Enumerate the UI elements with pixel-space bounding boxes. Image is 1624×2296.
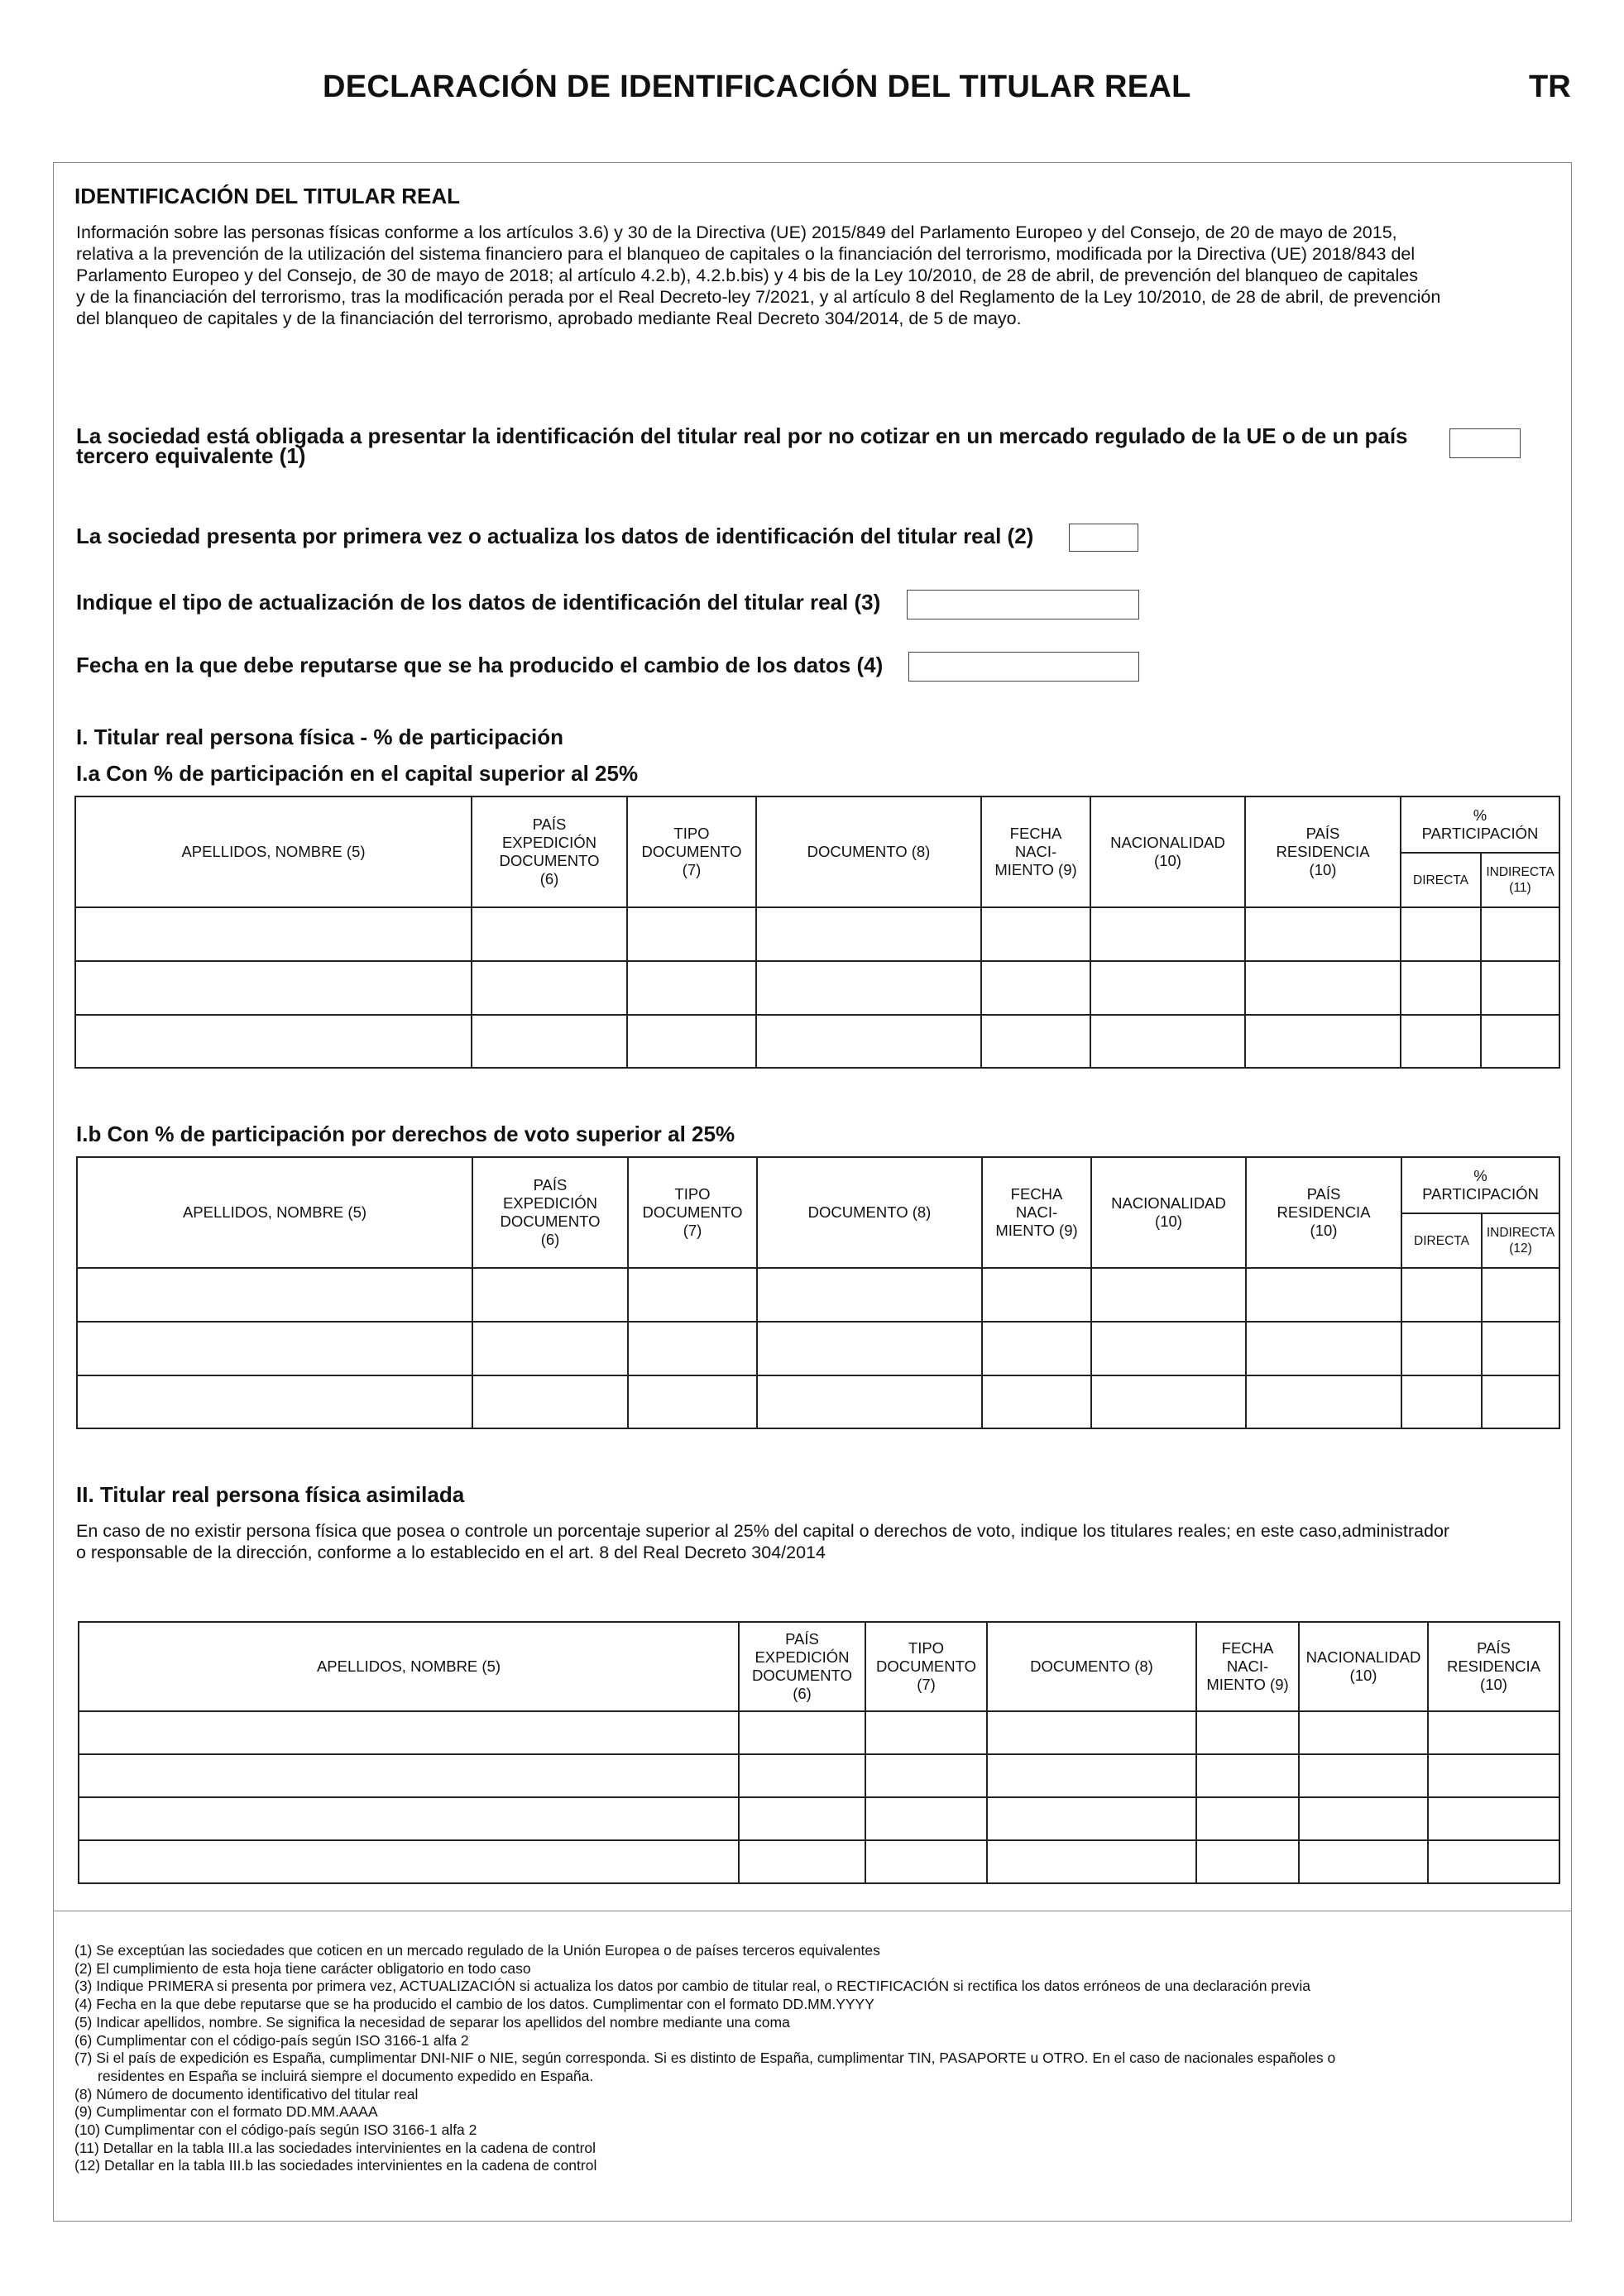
col-header-indirecta: INDIRECTA (12) (1482, 1213, 1559, 1268)
section-title: IDENTIFICACIÓN DEL TITULAR REAL (74, 184, 461, 208)
col-header-documento: DOCUMENTO (8) (987, 1622, 1196, 1711)
cell-name[interactable] (79, 1840, 739, 1883)
cell-tipo-documento[interactable] (627, 1015, 756, 1068)
col-header-documento: DOCUMENTO (8) (757, 1157, 982, 1268)
cell-name[interactable] (75, 961, 472, 1015)
cell-documento[interactable] (987, 1754, 1196, 1797)
cell-pais-residencia[interactable] (1245, 1015, 1401, 1068)
cell-fecha-nacimiento[interactable] (982, 1268, 1091, 1322)
cell-pais-expedicion[interactable] (739, 1840, 865, 1883)
cell-fecha-nacimiento[interactable] (1196, 1797, 1299, 1840)
cell-pais-residencia[interactable] (1246, 1322, 1401, 1375)
cell-documento[interactable] (757, 1268, 982, 1322)
col-header-pais-residencia: PAÍS RESIDENCIA (10) (1245, 796, 1401, 907)
cell-nacionalidad[interactable] (1090, 961, 1245, 1015)
cell-pais-residencia[interactable] (1428, 1797, 1559, 1840)
part2-text-line: En caso de no existir persona física que posea o controle un porcentaje superior al 25% del capital o derechos de voto, indique los titulares reales; en este caso,administrador (76, 1521, 1450, 1541)
footnote: (2) El cumplimiento de esta hoja tiene carácter obligatorio en todo caso (74, 1959, 531, 1977)
table-row (77, 1375, 1559, 1428)
table-row (77, 1268, 1559, 1322)
col-header-fecha-nacimiento: FECHA NACI- MIENTO (9) (1196, 1622, 1299, 1711)
col-header-indirecta: INDIRECTA (11) (1481, 853, 1559, 907)
cell-nacionalidad[interactable] (1299, 1754, 1428, 1797)
cell-pais-residencia[interactable] (1246, 1268, 1401, 1322)
col-header-directa: DIRECTA (1401, 853, 1481, 907)
cell-pais-expedicion[interactable] (739, 1754, 865, 1797)
question-first-time: La sociedad presenta por primera vez o actualiza los datos de identificación del titular real (2) (76, 524, 1034, 548)
question-update-type: Indique el tipo de actualización de los datos de identificación del titular real (3) (76, 590, 881, 615)
cell-nacionalidad[interactable] (1091, 1268, 1246, 1322)
cell-pais-expedicion[interactable] (472, 907, 627, 961)
table-row (75, 1015, 1559, 1068)
col-header-pais-expedicion: PAÍS EXPEDICIÓN DOCUMENTO (6) (472, 796, 627, 907)
part2-text (76, 1520, 1565, 1563)
cell-indirecta[interactable] (1481, 961, 1559, 1015)
cell-name[interactable] (75, 907, 472, 961)
table-1a (74, 796, 1560, 1069)
cell-nacionalidad[interactable] (1091, 1375, 1246, 1428)
footnotes (74, 1942, 1564, 2175)
cell-nacionalidad[interactable] (1091, 1322, 1246, 1375)
part2-text-line: o responsable de la dirección, conforme a lo establecido en el art. 8 del Real Decreto 304/2014 (76, 1543, 826, 1562)
footnote: (3) Indique PRIMERA si presenta por primera vez, ACTUALIZACIÓN si actualiza los datos por cambio de titular real, o RECTIFICACIÓN si rectifica los datos erróneos de una declaración previa (74, 1978, 1310, 1995)
cell-tipo-documento[interactable] (628, 1375, 757, 1428)
update-type-input[interactable] (907, 590, 1139, 619)
col-header-directa: DIRECTA (1401, 1213, 1482, 1268)
cell-pais-residencia[interactable] (1428, 1754, 1559, 1797)
part1a-title: I.a Con % de participación en el capital superior al 25% (76, 761, 639, 786)
cell-pais-expedicion[interactable] (739, 1711, 865, 1754)
change-date-input[interactable] (908, 652, 1139, 682)
form-code: TR (1529, 69, 1571, 104)
table-row (75, 961, 1559, 1015)
intro-line: relativa a la prevención de la utilización del sistema financiero para el blanqueo de capitales o la financiación del terrorismo, modificada por la Directiva (UE) 2018/843 del (76, 244, 1416, 264)
cell-fecha-nacimiento[interactable] (1196, 1754, 1299, 1797)
col-header-tipo-documento: TIPO DOCUMENTO (7) (628, 1157, 757, 1268)
col-header-name: APELLIDOS, NOMBRE (5) (79, 1622, 739, 1711)
intro-line: del blanqueo de capitales y de la financiación del terrorismo, aprobado mediante Real Decreto 304/2014, de 5 de mayo. (76, 309, 1022, 328)
intro-line: y de la financiación del terrorismo, tras la modificación perada por el Real Decreto-ley 7/2021, y al artículo 8 del Reglamento de la Ley 10/2010, de 28 de abril, de prevención (76, 287, 1441, 307)
col-header-pais-residencia: PAÍS RESIDENCIA (10) (1246, 1157, 1401, 1268)
col-header-tipo-documento: TIPO DOCUMENTO (7) (865, 1622, 987, 1711)
col-header-name: APELLIDOS, NOMBRE (5) (77, 1157, 472, 1268)
footnote: (11) Detallar en la tabla III.a las sociedades intervinientes en la cadena de control (74, 2139, 596, 2156)
footnote: (7) Si el país de expedición es España, cumplimentar DNI-NIF o NIE, según corresponda. Si es distinto de España, cumplimentar TIN, PASAPORTE u OTRO. En el caso de nacionales españoles o (74, 2050, 1336, 2067)
cell-tipo-documento[interactable] (628, 1268, 757, 1322)
page-title: DECLARACIÓN DE IDENTIFICACIÓN DEL TITULAR REAL (323, 69, 1191, 104)
table-1b (76, 1156, 1560, 1429)
cell-nacionalidad[interactable] (1090, 907, 1245, 961)
part1-title: I. Titular real persona física - % de participación (76, 725, 564, 749)
cell-directa[interactable] (1401, 1015, 1481, 1068)
cell-nacionalidad[interactable] (1299, 1797, 1428, 1840)
cell-nacionalidad[interactable] (1090, 1015, 1245, 1068)
col-header-tipo-documento: TIPO DOCUMENTO (7) (627, 796, 756, 907)
cell-pais-expedicion[interactable] (472, 1015, 627, 1068)
footnote: (8) Número de documento identificativo del titular real (74, 2085, 419, 2102)
cell-documento[interactable] (987, 1711, 1196, 1754)
table-row (79, 1797, 1559, 1840)
cell-pais-expedicion[interactable] (739, 1797, 865, 1840)
cell-indirecta[interactable] (1482, 1268, 1559, 1322)
cell-fecha-nacimiento[interactable] (982, 1375, 1091, 1428)
footnote: (4) Fecha en la que debe reputarse que se ha producido el cambio de los datos. Cumplimentar con el formato DD.MM.YYYY (74, 1996, 874, 2013)
cell-fecha-nacimiento[interactable] (981, 1015, 1090, 1068)
col-header-name: APELLIDOS, NOMBRE (5) (75, 796, 472, 907)
cell-fecha-nacimiento[interactable] (1196, 1840, 1299, 1883)
cell-documento[interactable] (987, 1840, 1196, 1883)
cell-nacionalidad[interactable] (1299, 1840, 1428, 1883)
cell-directa[interactable] (1401, 1268, 1482, 1322)
cell-pais-residencia[interactable] (1428, 1711, 1559, 1754)
col-header-nacionalidad: NACIONALIDAD (10) (1299, 1622, 1428, 1711)
cell-name[interactable] (79, 1754, 739, 1797)
cell-tipo-documento[interactable] (865, 1711, 987, 1754)
cell-indirecta[interactable] (1482, 1322, 1559, 1375)
cell-pais-expedicion[interactable] (472, 1268, 628, 1322)
cell-tipo-documento[interactable] (865, 1840, 987, 1883)
footnote: (10) Cumplimentar con el código-país según ISO 3166-1 alfa 2 (74, 2121, 477, 2139)
cell-documento[interactable] (757, 1375, 982, 1428)
table-row (75, 907, 1559, 961)
cell-fecha-nacimiento[interactable] (1196, 1711, 1299, 1754)
cell-fecha-nacimiento[interactable] (982, 1322, 1091, 1375)
table-2 (78, 1621, 1560, 1884)
cell-directa[interactable] (1401, 1322, 1482, 1375)
cell-name[interactable] (79, 1711, 739, 1754)
part2-title: II. Titular real persona física asimilada (76, 1482, 465, 1507)
cell-pais-expedicion[interactable] (472, 961, 627, 1015)
question-obligation-line1: La sociedad está obligada a presentar la identificación del titular real por no cotizar en un mercado regulado de la UE o de un país (76, 423, 1408, 448)
col-header-fecha-nacimiento: FECHA NACI- MIENTO (9) (982, 1157, 1091, 1268)
cell-pais-residencia[interactable] (1245, 961, 1401, 1015)
cell-indirecta[interactable] (1481, 1015, 1559, 1068)
cell-name[interactable] (77, 1322, 472, 1375)
question-obligation-line2: tercero equivalente (1) (76, 443, 306, 468)
cell-directa[interactable] (1401, 1375, 1482, 1428)
col-header-documento: DOCUMENTO (8) (756, 796, 981, 907)
footnote: (12) Detallar en la tabla III.b las sociedades intervinientes en la cadena de control (74, 2157, 597, 2174)
cell-name[interactable] (75, 1015, 472, 1068)
cell-nacionalidad[interactable] (1299, 1711, 1428, 1754)
col-header-nacionalidad: NACIONALIDAD (10) (1090, 796, 1245, 907)
cell-fecha-nacimiento[interactable] (981, 907, 1090, 961)
question-obligation (76, 423, 1441, 468)
cell-documento[interactable] (756, 1015, 981, 1068)
cell-indirecta[interactable] (1482, 1375, 1559, 1428)
table-row (79, 1754, 1559, 1797)
intro-line: Parlamento Europeo y del Consejo, de 30 de mayo de 2018; al artículo 4.2.b), 4.2.b.bis) y 4 bis de la Ley 10/2010, de 28 de abril, de prevención del blanqueo de capitales (76, 265, 1418, 285)
footnote: (1) Se exceptúan las sociedades que coticen en un mercado regulado de la Unión Europea o de países terceros equivalentes (74, 1942, 880, 1959)
part1b-title: I.b Con % de participación por derechos de voto superior al 25% (76, 1122, 735, 1146)
cell-tipo-documento[interactable] (628, 1322, 757, 1375)
col-header-nacionalidad: NACIONALIDAD (10) (1091, 1157, 1246, 1268)
footnote: (5) Indicar apellidos, nombre. Se significa la necesidad de separar los apellidos del nombre mediante una coma (74, 2013, 790, 2031)
col-header-fecha-nacimiento: FECHA NACI- MIENTO (9) (981, 796, 1090, 907)
cell-directa[interactable] (1401, 907, 1481, 961)
table-row (77, 1322, 1559, 1375)
cell-pais-residencia[interactable] (1245, 907, 1401, 961)
col-header-pais-expedicion: PAÍS EXPEDICIÓN DOCUMENTO (6) (472, 1157, 628, 1268)
footnote-continuation: residentes en España se incluirá siempre el documento expedido en España. (98, 2067, 594, 2084)
table-row (79, 1840, 1559, 1883)
footnote: (9) Cumplimentar con el formato DD.MM.AAAA (74, 2103, 378, 2121)
cell-pais-residencia[interactable] (1246, 1375, 1401, 1428)
obligation-input[interactable] (1449, 428, 1521, 458)
cell-pais-residencia[interactable] (1428, 1840, 1559, 1883)
first-time-input[interactable] (1069, 524, 1138, 552)
intro-line: Información sobre las personas físicas conforme a los artículos 3.6) y 30 de la Directiva (UE) 2015/849 del Parlamento Europeo y del Consejo, de 20 de mayo de 2015, (76, 222, 1397, 242)
cell-tipo-documento[interactable] (865, 1754, 987, 1797)
footnote: (6) Cumplimentar con el código-país según ISO 3166-1 alfa 2 (74, 2031, 469, 2049)
cell-pais-expedicion[interactable] (472, 1322, 628, 1375)
cell-indirecta[interactable] (1481, 907, 1559, 961)
cell-tipo-documento[interactable] (627, 961, 756, 1015)
col-header-pais-residencia: PAÍS RESIDENCIA (10) (1428, 1622, 1559, 1711)
cell-pais-expedicion[interactable] (472, 1375, 628, 1428)
col-header-pais-expedicion: PAÍS EXPEDICIÓN DOCUMENTO (6) (739, 1622, 865, 1711)
cell-documento[interactable] (757, 1322, 982, 1375)
cell-documento[interactable] (756, 961, 981, 1015)
intro-paragraph (76, 222, 1557, 329)
cell-name[interactable] (77, 1375, 472, 1428)
col-header-participacion: % PARTICIPACIÓN (1401, 796, 1559, 853)
table-row (79, 1711, 1559, 1754)
cell-documento[interactable] (987, 1797, 1196, 1840)
cell-fecha-nacimiento[interactable] (981, 961, 1090, 1015)
col-header-participacion: % PARTICIPACIÓN (1401, 1157, 1559, 1213)
cell-documento[interactable] (756, 907, 981, 961)
cell-name[interactable] (77, 1268, 472, 1322)
question-change-date: Fecha en la que debe reputarse que se ha producido el cambio de los datos (4) (76, 653, 884, 677)
cell-tipo-documento[interactable] (865, 1797, 987, 1840)
cell-directa[interactable] (1401, 961, 1481, 1015)
cell-tipo-documento[interactable] (627, 907, 756, 961)
cell-name[interactable] (79, 1797, 739, 1840)
